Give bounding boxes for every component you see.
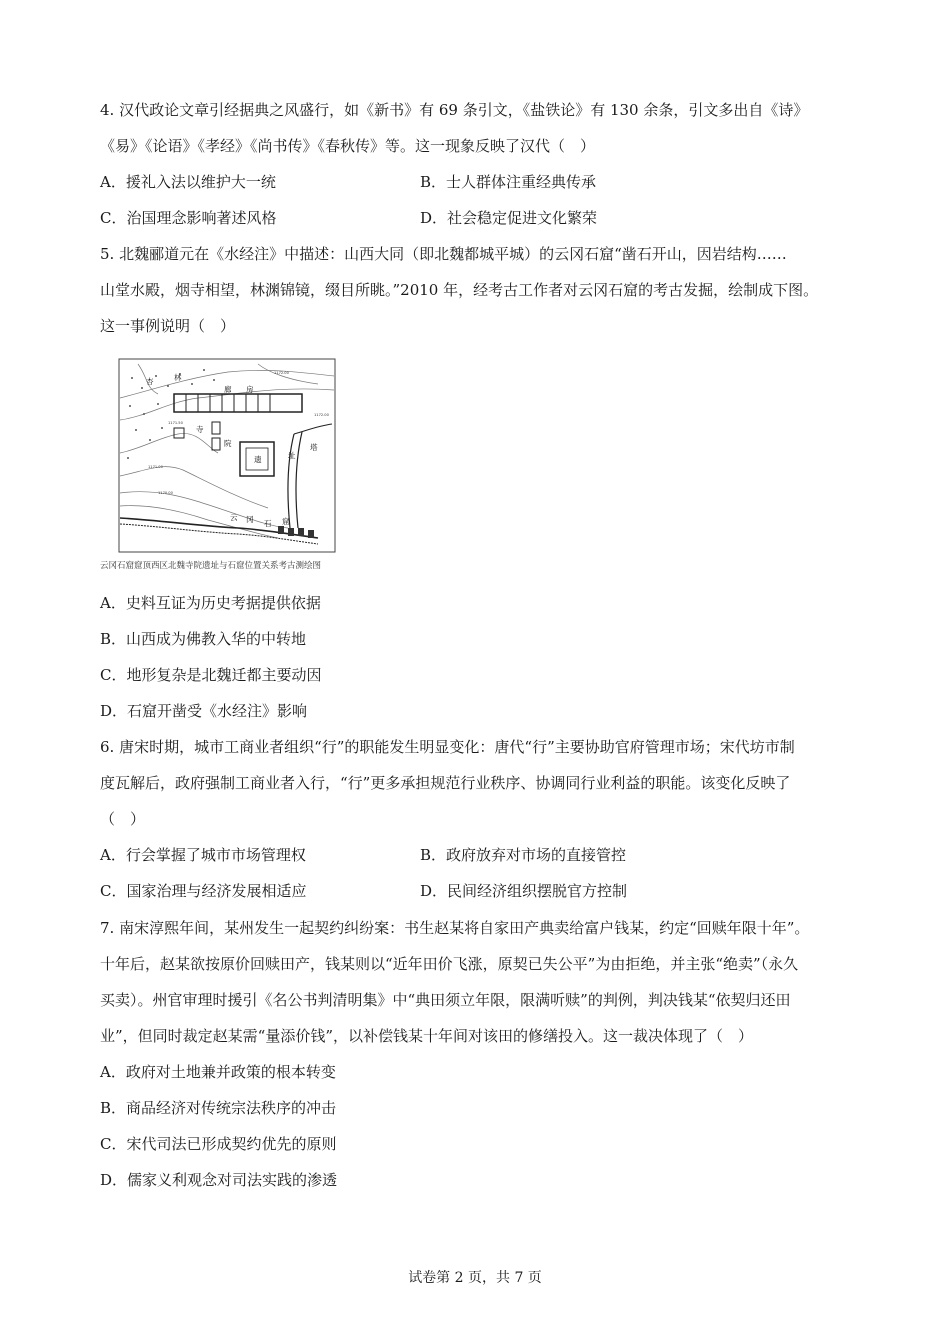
map-label-forest: 林 <box>174 373 182 382</box>
map-elevation-4: 1171.00 <box>148 465 163 469</box>
map-elevation-3: 1172.00 <box>314 413 329 417</box>
q6-option-b: B．政府放弃对市场的直接管控 <box>420 846 627 864</box>
q5-stem-line-3: 这一事例说明（ ） <box>100 317 236 335</box>
q4-option-d: D．社会稳定促进文化繁荣 <box>420 209 598 227</box>
q5-option-c: C．地形复杂是北魏迁都主要动因 <box>100 666 322 684</box>
q6-stem-line-1: 6. 唐宋时期，城市工商业者组织“行”的职能发生明显变化：唐代“行”主要协助官府管理市场；宋代坊市制 <box>100 738 795 756</box>
q5-option-a: A．史料互证为历史考据提供依据 <box>100 594 321 612</box>
map-label-corridor: 廊 <box>224 385 232 394</box>
q7-stem-line-1: 7. 南宋淳熙年间，某州发生一起契约纠纷案：书生赵某将自家田产典卖给富户钱某，约定“回赎年限十年”。 <box>100 919 810 937</box>
q5-stem-line-2: 山堂水殿，烟寺相望，林渊锦镜，缀目所眺。”2010 年，经考古工作者对云冈石窟的考古发掘，绘制成下图。 <box>100 281 819 299</box>
q4-option-a: A．援礼入法以维护大一统 <box>100 173 276 191</box>
q6-option-c: C．国家治理与经济发展相适应 <box>100 882 307 900</box>
q4-stem-line-2: 《易》《论语》《孝经》《尚书传》《春秋传》等。这一现象反映了汉代（ ） <box>100 137 596 155</box>
map-label-courtyard: 院 <box>224 439 232 448</box>
figure-caption: 云冈石窟窟顶西区北魏寺院遗址与石窟位置关系考古测绘图 <box>100 561 322 571</box>
map-elevation-2: 1171.50 <box>168 421 183 425</box>
q7-stem-line-4: 业”，但同时裁定赵某需“量添价钱”，以补偿钱某十年间对该田的修缮投入。这一裁决体现了（ ） <box>100 1027 754 1045</box>
q6-stem-line-2: 度瓦解后，政府强制工商业者入行，“行”更多承担规范行业秩序、协调同行业利益的职能。该变化反映了 <box>100 774 791 792</box>
q7-option-a: A．政府对土地兼并政策的根本转变 <box>100 1063 336 1081</box>
q4-option-b: B．士人群体注重经典传承 <box>420 173 597 191</box>
q7-stem-line-2: 十年后，赵某欲按原价回赎田产，钱某则以“近年田价飞涨，原契已失公平”为由拒绝，并主张“绝卖”（永久 <box>100 955 799 973</box>
map-label-gang: 冈 <box>246 515 254 524</box>
q7-stem-line-3: 买卖）。州官审理时援引《名公书判清明集》中“典田须立年限，限满听赎”的判例，判决钱某“依契归还田 <box>100 991 791 1009</box>
map-label-room: 房 <box>246 385 254 394</box>
q7-option-b: B．商品经济对传统宗法秩序的冲击 <box>100 1099 337 1117</box>
q5-stem-line-1: 5. 北魏郦道元在《水经注》中描述：山西大同（即北魏都城平城）的云冈石窟“凿石开山，因岩结构…… <box>100 245 787 263</box>
q5-option-d: D．石窟开凿受《水经注》影响 <box>100 702 308 720</box>
q7-option-c: C．宋代司法已形成契约优先的原则 <box>100 1135 337 1153</box>
map-label-yun: 云 <box>230 513 238 522</box>
map-label-pagoda: 塔 <box>310 443 318 452</box>
map-label-apricot: 杏 <box>146 377 154 386</box>
map-label-ku: 窟 <box>282 517 290 526</box>
map-label-ruin: 遗 <box>254 455 262 464</box>
page-footer: 试卷第 2 页，共 7 页 <box>408 1270 542 1286</box>
map-label-temple: 寺 <box>196 425 204 434</box>
q6-option-a: A．行会掌握了城市市场管理权 <box>100 846 306 864</box>
q7-option-d: D．儒家义利观念对司法实践的渗透 <box>100 1171 338 1189</box>
q6-stem-line-3: （ ） <box>100 810 146 828</box>
map-label-site: 址 <box>288 451 296 460</box>
map-label-shi: 石 <box>264 519 272 528</box>
survey-map-drawing <box>118 358 336 553</box>
archaeological-survey-map <box>118 358 336 553</box>
q4-option-c: C．治国理念影响著述风格 <box>100 209 277 227</box>
map-elevation-1: 1172.00 <box>274 371 289 375</box>
q5-option-b: B．山西成为佛教入华的中转地 <box>100 630 307 648</box>
map-elevation-5: 1170.00 <box>158 491 173 495</box>
q4-stem-line-1: 4. 汉代政论文章引经据典之风盛行，如《新书》有 69 条引文，《盐铁论》有 130 余条，引文多出自《诗》 <box>100 101 809 119</box>
q6-option-d: D．民间经济组织摆脱官方控制 <box>420 882 628 900</box>
